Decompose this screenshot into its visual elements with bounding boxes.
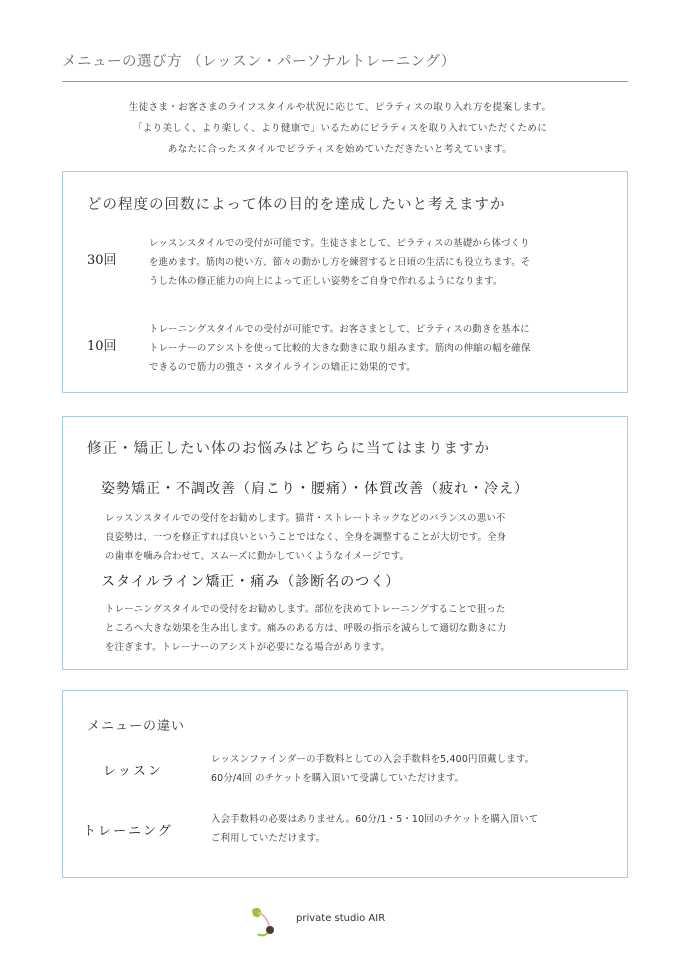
- menu-difference-section: [62, 690, 628, 878]
- description-line: ところへ大きな効果を生み出します。痛みのある方は、呼吸の指示を減らして適切な動きに力: [105, 623, 507, 634]
- intro-text: [40, 97, 640, 160]
- frequency-section: [62, 171, 628, 393]
- intro-line: 生徒さま・お客さまのライフスタイルや状況に応じて、ピラティスの取り入れ方を提案します。: [128, 102, 552, 113]
- training-label: トレーニング: [83, 824, 173, 839]
- posture-description: [105, 509, 615, 566]
- description-line: トレーニングスタイルでの受付が可能です。お客さまとして、ピラティスの動きを基本に: [149, 324, 530, 335]
- count-label-30: 30回: [87, 253, 117, 268]
- intro-line: あなたに合ったスタイルでピラティスを始めていただきたいと考えています。: [167, 144, 513, 155]
- description-line: を進めます。筋肉の使い方、節々の動かし方を練習すると日頃の生活にも役立ちます。そ: [149, 257, 531, 268]
- description-line: できるので筋力の強さ・スタイルラインの矯正に効果的です。: [149, 362, 416, 373]
- description-line: レッスンスタイルでの受付をお勧めします。猫背・ストレートネックなどのバランスの悪い不: [105, 513, 506, 524]
- page-title: メニューの選び方 （レッスン・パーソナルトレーニング）: [62, 54, 456, 70]
- description-line: 60分/4回 のチケットを購入頂いて受講していただけます。: [211, 773, 465, 784]
- count-label-10: 10回: [87, 339, 117, 354]
- description-line: ご利用していただけます。: [211, 833, 326, 844]
- concern-section: [62, 416, 628, 670]
- training-description: [211, 810, 621, 848]
- description-line: 入会手数料の必要はありません。60分/1・5・10回のチケットを購入頂いて: [211, 814, 539, 825]
- concern-heading: 修正・矯正したい体のお悩みはどちらに当てはまりますか: [87, 441, 490, 457]
- studio-logo-icon: [244, 900, 284, 940]
- styleline-description: [105, 600, 615, 657]
- studio-brand-name: private studio AIR: [296, 913, 386, 924]
- frequency-heading: どの程度の回数によって体の目的を達成したいと考えますか: [87, 197, 506, 213]
- description-line: レッスンスタイルでの受付が可能です。生徒さまとして、ピラティスの基礎から体づくり: [149, 238, 530, 249]
- posture-subheading: 姿勢矯正・不調改善（肩こり・腰痛）・体質改善（疲れ・冷え）: [101, 481, 529, 497]
- styleline-subheading: スタイルライン矯正・痛み（診断名のつく）: [101, 574, 401, 590]
- count-description-30: [149, 234, 619, 291]
- title-divider: [62, 81, 628, 82]
- lesson-label: レッスン: [103, 764, 163, 779]
- description-line: レッスンファインダーの手数料としての入会手数料を5,400円頂戴します。: [211, 754, 535, 765]
- menu-difference-heading: メニューの違い: [87, 719, 186, 734]
- description-line: トレーナーのアシストを使って比較的大きな動きに取り組みます。筋肉の伸縮の幅を確保: [149, 343, 531, 354]
- description-line: うした体の修正能力の向上によって正しい姿勢をご自身で作れるようになります。: [149, 276, 503, 287]
- intro-line: 「より美しく、より楽しく、より健康で」いるためにピラティスを取り入れていただくために: [132, 123, 548, 134]
- description-line: トレーニングスタイルでの受付をお勧めします。部位を決めてトレーニングすることで狙った: [105, 604, 506, 615]
- description-line: を注ぎます。トレーナーのアシストが必要になる場合があります。: [105, 642, 391, 653]
- description-line: の歯車を噛み合わせて、スムーズに動かしていくようなイメージです。: [105, 551, 410, 562]
- count-description-10: [149, 320, 619, 377]
- lesson-description: [211, 750, 621, 788]
- description-line: 良姿勢は、一つを修正すれば良いということではなく、全身を調整することが大切です。全身: [105, 532, 507, 543]
